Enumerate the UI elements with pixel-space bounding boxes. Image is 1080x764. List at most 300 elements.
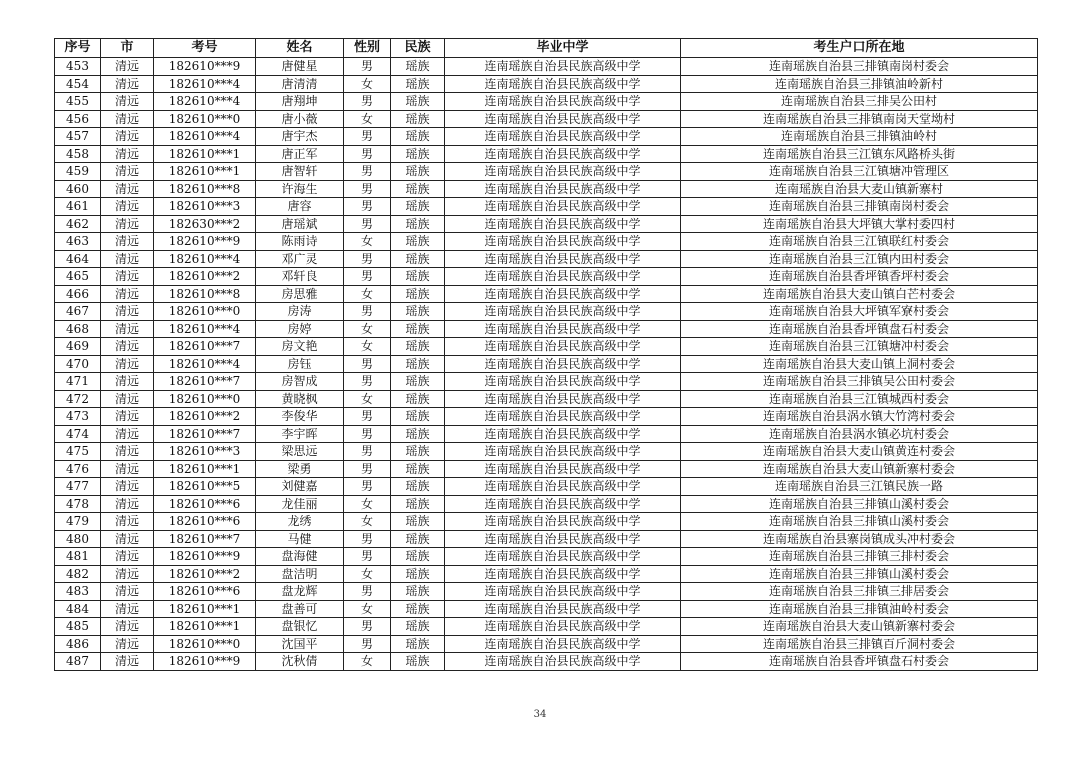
- table-body: [55, 58, 1038, 671]
- city-cell: 清远: [101, 530, 154, 548]
- school-cell: 连南瑶族自治县民族高级中学: [445, 565, 681, 583]
- school-cell: 连南瑶族自治县民族高级中学: [445, 128, 681, 146]
- table-row: [55, 215, 1038, 233]
- gender-cell: 男: [344, 215, 391, 233]
- exam-id-cell: 182610***0: [154, 110, 256, 128]
- ethnicity-cell: 瑶族: [391, 548, 445, 566]
- name-cell: 房文艳: [256, 338, 344, 356]
- index-cell: 465: [55, 268, 101, 286]
- school-cell: 连南瑶族自治县民族高级中学: [445, 338, 681, 356]
- index-cell: 461: [55, 198, 101, 216]
- school-cell: 连南瑶族自治县民族高级中学: [445, 408, 681, 426]
- city-cell: 清远: [101, 338, 154, 356]
- name-cell: 盘银忆: [256, 618, 344, 636]
- ethnicity-cell: 瑶族: [391, 443, 445, 461]
- city-cell: 清远: [101, 180, 154, 198]
- residence-cell: 连南瑶族自治县三排镇三排居委会: [681, 583, 1038, 601]
- gender-cell: 男: [344, 180, 391, 198]
- index-cell: 467: [55, 303, 101, 321]
- ethnicity-cell: 瑶族: [391, 250, 445, 268]
- index-cell: 470: [55, 355, 101, 373]
- ethnicity-cell: 瑶族: [391, 93, 445, 111]
- school-cell: 连南瑶族自治县民族高级中学: [445, 548, 681, 566]
- name-cell: 房思雅: [256, 285, 344, 303]
- exam-id-cell: 182610***4: [154, 93, 256, 111]
- ethnicity-cell: 瑶族: [391, 233, 445, 251]
- gender-cell: 男: [344, 548, 391, 566]
- gender-cell: 男: [344, 635, 391, 653]
- city-cell: 清远: [101, 565, 154, 583]
- city-cell: 清远: [101, 425, 154, 443]
- exam-id-cell: 182610***0: [154, 635, 256, 653]
- city-cell: 清远: [101, 548, 154, 566]
- name-cell: 邓广灵: [256, 250, 344, 268]
- exam-id-cell: 182610***4: [154, 250, 256, 268]
- ethnicity-cell: 瑶族: [391, 635, 445, 653]
- gender-cell: 女: [344, 513, 391, 531]
- table-row: [55, 145, 1038, 163]
- school-cell: 连南瑶族自治县民族高级中学: [445, 600, 681, 618]
- exam-id-cell: 182610***4: [154, 75, 256, 93]
- city-cell: 清远: [101, 268, 154, 286]
- ethnicity-cell: 瑶族: [391, 565, 445, 583]
- city-cell: 清远: [101, 653, 154, 671]
- ethnicity-cell: 瑶族: [391, 583, 445, 601]
- name-cell: 唐健星: [256, 58, 344, 76]
- table-row: [55, 548, 1038, 566]
- city-cell: 清远: [101, 320, 154, 338]
- table-row: [55, 478, 1038, 496]
- residence-cell: 连南瑶族自治县三排镇南岗天堂坳村: [681, 110, 1038, 128]
- residence-cell: 连南瑶族自治县寨岗镇成头冲村委会: [681, 530, 1038, 548]
- school-cell: 连南瑶族自治县民族高级中学: [445, 233, 681, 251]
- table-row: [55, 320, 1038, 338]
- exam-id-cell: 182610***7: [154, 425, 256, 443]
- residence-cell: 连南瑶族自治县大麦山镇新寨村: [681, 180, 1038, 198]
- name-cell: 梁思远: [256, 443, 344, 461]
- ethnicity-cell: 瑶族: [391, 303, 445, 321]
- ethnicity-cell: 瑶族: [391, 495, 445, 513]
- col-header-index: 序号: [55, 39, 101, 58]
- index-cell: 466: [55, 285, 101, 303]
- name-cell: 沈国平: [256, 635, 344, 653]
- table-row: [55, 355, 1038, 373]
- col-header-city: 市: [101, 39, 154, 58]
- residence-cell: 连南瑶族自治县三江镇内田村委会: [681, 250, 1038, 268]
- city-cell: 清远: [101, 460, 154, 478]
- ethnicity-cell: 瑶族: [391, 75, 445, 93]
- name-cell: 许海生: [256, 180, 344, 198]
- residence-cell: 连南瑶族自治县三江镇城西村委会: [681, 390, 1038, 408]
- index-cell: 486: [55, 635, 101, 653]
- gender-cell: 男: [344, 583, 391, 601]
- table-row: [55, 163, 1038, 181]
- exam-id-cell: 182610***7: [154, 373, 256, 391]
- exam-id-cell: 182610***1: [154, 600, 256, 618]
- name-cell: 陈雨诗: [256, 233, 344, 251]
- school-cell: 连南瑶族自治县民族高级中学: [445, 425, 681, 443]
- exam-id-cell: 182610***4: [154, 320, 256, 338]
- exam-id-cell: 182610***2: [154, 565, 256, 583]
- residence-cell: 连南瑶族自治县香坪镇盘石村委会: [681, 320, 1038, 338]
- table-row: [55, 180, 1038, 198]
- exam-id-cell: 182610***6: [154, 583, 256, 601]
- index-cell: 464: [55, 250, 101, 268]
- ethnicity-cell: 瑶族: [391, 110, 445, 128]
- exam-id-cell: 182610***1: [154, 618, 256, 636]
- residence-cell: 连南瑶族自治县三江镇东风路桥头街: [681, 145, 1038, 163]
- school-cell: 连南瑶族自治县民族高级中学: [445, 180, 681, 198]
- table-row: [55, 198, 1038, 216]
- gender-cell: 男: [344, 425, 391, 443]
- name-cell: 黄晓枫: [256, 390, 344, 408]
- school-cell: 连南瑶族自治县民族高级中学: [445, 303, 681, 321]
- school-cell: 连南瑶族自治县民族高级中学: [445, 530, 681, 548]
- gender-cell: 男: [344, 460, 391, 478]
- ethnicity-cell: 瑶族: [391, 215, 445, 233]
- ethnicity-cell: 瑶族: [391, 653, 445, 671]
- table-row: [55, 513, 1038, 531]
- residence-cell: 连南瑶族自治县三排镇三排村委会: [681, 548, 1038, 566]
- student-table: [54, 38, 1038, 671]
- city-cell: 清远: [101, 75, 154, 93]
- index-cell: 457: [55, 128, 101, 146]
- school-cell: 连南瑶族自治县民族高级中学: [445, 373, 681, 391]
- ethnicity-cell: 瑶族: [391, 355, 445, 373]
- school-cell: 连南瑶族自治县民族高级中学: [445, 93, 681, 111]
- school-cell: 连南瑶族自治县民族高级中学: [445, 268, 681, 286]
- col-header-school: 毕业中学: [445, 39, 681, 58]
- gender-cell: 男: [344, 268, 391, 286]
- index-cell: 458: [55, 145, 101, 163]
- exam-id-cell: 182610***3: [154, 198, 256, 216]
- index-cell: 468: [55, 320, 101, 338]
- name-cell: 唐瑶斌: [256, 215, 344, 233]
- school-cell: 连南瑶族自治县民族高级中学: [445, 110, 681, 128]
- index-cell: 484: [55, 600, 101, 618]
- table-row: [55, 128, 1038, 146]
- school-cell: 连南瑶族自治县民族高级中学: [445, 75, 681, 93]
- gender-cell: 男: [344, 93, 391, 111]
- exam-id-cell: 182610***9: [154, 653, 256, 671]
- page-number: 34: [533, 709, 547, 720]
- index-cell: 477: [55, 478, 101, 496]
- table-row: [55, 565, 1038, 583]
- ethnicity-cell: 瑶族: [391, 320, 445, 338]
- name-cell: 龙佳丽: [256, 495, 344, 513]
- gender-cell: 女: [344, 390, 391, 408]
- residence-cell: 连南瑶族自治县三排镇油岭村委会: [681, 600, 1038, 618]
- index-cell: 469: [55, 338, 101, 356]
- exam-id-cell: 182610***4: [154, 128, 256, 146]
- name-cell: 唐正军: [256, 145, 344, 163]
- ethnicity-cell: 瑶族: [391, 373, 445, 391]
- city-cell: 清远: [101, 600, 154, 618]
- table-row: [55, 75, 1038, 93]
- exam-id-cell: 182610***0: [154, 303, 256, 321]
- ethnicity-cell: 瑶族: [391, 425, 445, 443]
- city-cell: 清远: [101, 635, 154, 653]
- ethnicity-cell: 瑶族: [391, 198, 445, 216]
- residence-cell: 连南瑶族自治县大麦山镇黄连村委会: [681, 443, 1038, 461]
- table-row: [55, 460, 1038, 478]
- index-cell: 485: [55, 618, 101, 636]
- exam-id-cell: 182610***7: [154, 338, 256, 356]
- index-cell: 456: [55, 110, 101, 128]
- index-cell: 481: [55, 548, 101, 566]
- gender-cell: 女: [344, 565, 391, 583]
- school-cell: 连南瑶族自治县民族高级中学: [445, 495, 681, 513]
- name-cell: 房钰: [256, 355, 344, 373]
- gender-cell: 男: [344, 373, 391, 391]
- city-cell: 清远: [101, 583, 154, 601]
- index-cell: 455: [55, 93, 101, 111]
- exam-id-cell: 182610***4: [154, 355, 256, 373]
- school-cell: 连南瑶族自治县民族高级中学: [445, 583, 681, 601]
- exam-id-cell: 182610***2: [154, 268, 256, 286]
- col-header-gender: 性别: [344, 39, 391, 58]
- city-cell: 清远: [101, 390, 154, 408]
- residence-cell: 连南瑶族自治县三排镇山溪村委会: [681, 565, 1038, 583]
- school-cell: 连南瑶族自治县民族高级中学: [445, 618, 681, 636]
- table-row: [55, 408, 1038, 426]
- ethnicity-cell: 瑶族: [391, 478, 445, 496]
- gender-cell: 男: [344, 58, 391, 76]
- gender-cell: 女: [344, 285, 391, 303]
- ethnicity-cell: 瑶族: [391, 58, 445, 76]
- index-cell: 483: [55, 583, 101, 601]
- index-cell: 454: [55, 75, 101, 93]
- city-cell: 清远: [101, 355, 154, 373]
- ethnicity-cell: 瑶族: [391, 163, 445, 181]
- name-cell: 盘善可: [256, 600, 344, 618]
- residence-cell: 连南瑶族自治县大坪镇军寮村委会: [681, 303, 1038, 321]
- city-cell: 清远: [101, 408, 154, 426]
- city-cell: 清远: [101, 215, 154, 233]
- table-row: [55, 443, 1038, 461]
- city-cell: 清远: [101, 110, 154, 128]
- city-cell: 清远: [101, 618, 154, 636]
- exam-id-cell: 182610***8: [154, 180, 256, 198]
- city-cell: 清远: [101, 233, 154, 251]
- residence-cell: 连南瑶族自治县三排镇吴公田村委会: [681, 373, 1038, 391]
- ethnicity-cell: 瑶族: [391, 145, 445, 163]
- col-header-ethnicity: 民族: [391, 39, 445, 58]
- table-row: [55, 233, 1038, 251]
- table-row: [55, 635, 1038, 653]
- ethnicity-cell: 瑶族: [391, 513, 445, 531]
- gender-cell: 男: [344, 530, 391, 548]
- residence-cell: 连南瑶族自治县大坪镇大掌村委四村: [681, 215, 1038, 233]
- ethnicity-cell: 瑶族: [391, 285, 445, 303]
- table-row: [55, 600, 1038, 618]
- city-cell: 清远: [101, 163, 154, 181]
- gender-cell: 男: [344, 443, 391, 461]
- table-row: [55, 583, 1038, 601]
- name-cell: 马健: [256, 530, 344, 548]
- exam-id-cell: 182610***7: [154, 530, 256, 548]
- index-cell: 453: [55, 58, 101, 76]
- exam-id-cell: 182610***0: [154, 390, 256, 408]
- city-cell: 清远: [101, 198, 154, 216]
- table-row: [55, 110, 1038, 128]
- ethnicity-cell: 瑶族: [391, 408, 445, 426]
- city-cell: 清远: [101, 373, 154, 391]
- school-cell: 连南瑶族自治县民族高级中学: [445, 215, 681, 233]
- index-cell: 479: [55, 513, 101, 531]
- name-cell: 李宇晖: [256, 425, 344, 443]
- exam-id-cell: 182610***1: [154, 145, 256, 163]
- city-cell: 清远: [101, 145, 154, 163]
- table-row: [55, 530, 1038, 548]
- gender-cell: 女: [344, 233, 391, 251]
- gender-cell: 女: [344, 653, 391, 671]
- name-cell: 刘健嘉: [256, 478, 344, 496]
- index-cell: 487: [55, 653, 101, 671]
- exam-id-cell: 182610***5: [154, 478, 256, 496]
- residence-cell: 连南瑶族自治县三排镇山溪村委会: [681, 513, 1038, 531]
- ethnicity-cell: 瑶族: [391, 460, 445, 478]
- residence-cell: 连南瑶族自治县三江镇民族一路: [681, 478, 1038, 496]
- index-cell: 478: [55, 495, 101, 513]
- city-cell: 清远: [101, 128, 154, 146]
- school-cell: 连南瑶族自治县民族高级中学: [445, 460, 681, 478]
- residence-cell: 连南瑶族自治县三排镇油岭村: [681, 128, 1038, 146]
- table-row: [55, 268, 1038, 286]
- school-cell: 连南瑶族自治县民族高级中学: [445, 443, 681, 461]
- index-cell: 473: [55, 408, 101, 426]
- exam-id-cell: 182610***1: [154, 163, 256, 181]
- table-row: [55, 618, 1038, 636]
- col-header-residence: 考生户口所在地: [681, 39, 1038, 58]
- name-cell: 唐容: [256, 198, 344, 216]
- index-cell: 459: [55, 163, 101, 181]
- index-cell: 471: [55, 373, 101, 391]
- name-cell: 唐宇杰: [256, 128, 344, 146]
- residence-cell: 连南瑶族自治县大麦山镇白芒村委会: [681, 285, 1038, 303]
- gender-cell: 女: [344, 110, 391, 128]
- residence-cell: 连南瑶族自治县香坪镇香坪村委会: [681, 268, 1038, 286]
- name-cell: 龙绣: [256, 513, 344, 531]
- gender-cell: 女: [344, 338, 391, 356]
- residence-cell: 连南瑶族自治县涡水镇必坑村委会: [681, 425, 1038, 443]
- city-cell: 清远: [101, 303, 154, 321]
- name-cell: 邓轩良: [256, 268, 344, 286]
- exam-id-cell: 182610***9: [154, 233, 256, 251]
- school-cell: 连南瑶族自治县民族高级中学: [445, 320, 681, 338]
- residence-cell: 连南瑶族自治县三江镇联红村委会: [681, 233, 1038, 251]
- exam-id-cell: 182610***2: [154, 408, 256, 426]
- city-cell: 清远: [101, 478, 154, 496]
- col-header-name: 姓名: [256, 39, 344, 58]
- name-cell: 盘洁明: [256, 565, 344, 583]
- header-row: [55, 39, 1038, 58]
- gender-cell: 女: [344, 495, 391, 513]
- table-row: [55, 58, 1038, 76]
- gender-cell: 女: [344, 600, 391, 618]
- name-cell: 盘海健: [256, 548, 344, 566]
- col-header-exam-id: 考号: [154, 39, 256, 58]
- gender-cell: 男: [344, 128, 391, 146]
- ethnicity-cell: 瑶族: [391, 530, 445, 548]
- ethnicity-cell: 瑶族: [391, 128, 445, 146]
- name-cell: 唐翔坤: [256, 93, 344, 111]
- gender-cell: 女: [344, 320, 391, 338]
- name-cell: 房涛: [256, 303, 344, 321]
- residence-cell: 连南瑶族自治县香坪镇盘石村委会: [681, 653, 1038, 671]
- school-cell: 连南瑶族自治县民族高级中学: [445, 478, 681, 496]
- school-cell: 连南瑶族自治县民族高级中学: [445, 163, 681, 181]
- exam-id-cell: 182610***9: [154, 548, 256, 566]
- index-cell: 475: [55, 443, 101, 461]
- name-cell: 李俊华: [256, 408, 344, 426]
- school-cell: 连南瑶族自治县民族高级中学: [445, 145, 681, 163]
- gender-cell: 男: [344, 145, 391, 163]
- table-row: [55, 425, 1038, 443]
- index-cell: 476: [55, 460, 101, 478]
- exam-id-cell: 182610***1: [154, 460, 256, 478]
- table-row: [55, 250, 1038, 268]
- city-cell: 清远: [101, 513, 154, 531]
- name-cell: 唐智轩: [256, 163, 344, 181]
- residence-cell: 连南瑶族自治县大麦山镇新寨村委会: [681, 460, 1038, 478]
- residence-cell: 连南瑶族自治县大麦山镇上洞村委会: [681, 355, 1038, 373]
- exam-id-cell: 182610***6: [154, 495, 256, 513]
- ethnicity-cell: 瑶族: [391, 268, 445, 286]
- city-cell: 清远: [101, 443, 154, 461]
- residence-cell: 连南瑶族自治县三排镇南岗村委会: [681, 58, 1038, 76]
- school-cell: 连南瑶族自治县民族高级中学: [445, 250, 681, 268]
- residence-cell: 连南瑶族自治县三排镇南岗村委会: [681, 198, 1038, 216]
- exam-id-cell: 182630***2: [154, 215, 256, 233]
- gender-cell: 男: [344, 250, 391, 268]
- residence-cell: 连南瑶族自治县三江镇塘冲村委会: [681, 338, 1038, 356]
- city-cell: 清远: [101, 58, 154, 76]
- table-row: [55, 373, 1038, 391]
- school-cell: 连南瑶族自治县民族高级中学: [445, 390, 681, 408]
- gender-cell: 男: [344, 408, 391, 426]
- exam-id-cell: 182610***3: [154, 443, 256, 461]
- school-cell: 连南瑶族自治县民族高级中学: [445, 355, 681, 373]
- school-cell: 连南瑶族自治县民族高级中学: [445, 198, 681, 216]
- index-cell: 472: [55, 390, 101, 408]
- ethnicity-cell: 瑶族: [391, 600, 445, 618]
- name-cell: 梁勇: [256, 460, 344, 478]
- residence-cell: 连南瑶族自治县三排镇油岭新村: [681, 75, 1038, 93]
- index-cell: 480: [55, 530, 101, 548]
- name-cell: 沈秋倩: [256, 653, 344, 671]
- table-row: [55, 338, 1038, 356]
- ethnicity-cell: 瑶族: [391, 338, 445, 356]
- gender-cell: 女: [344, 75, 391, 93]
- table-row: [55, 285, 1038, 303]
- name-cell: 盘龙辉: [256, 583, 344, 601]
- name-cell: 房婷: [256, 320, 344, 338]
- residence-cell: 连南瑶族自治县涡水镇大竹湾村委会: [681, 408, 1038, 426]
- gender-cell: 男: [344, 618, 391, 636]
- table-row: [55, 390, 1038, 408]
- index-cell: 460: [55, 180, 101, 198]
- index-cell: 474: [55, 425, 101, 443]
- city-cell: 清远: [101, 93, 154, 111]
- residence-cell: 连南瑶族自治县三排镇百斤洞村委会: [681, 635, 1038, 653]
- ethnicity-cell: 瑶族: [391, 618, 445, 636]
- table-row: [55, 495, 1038, 513]
- residence-cell: 连南瑶族自治县三排镇山溪村委会: [681, 495, 1038, 513]
- gender-cell: 男: [344, 198, 391, 216]
- exam-id-cell: 182610***9: [154, 58, 256, 76]
- residence-cell: 连南瑶族自治县三江镇塘冲管理区: [681, 163, 1038, 181]
